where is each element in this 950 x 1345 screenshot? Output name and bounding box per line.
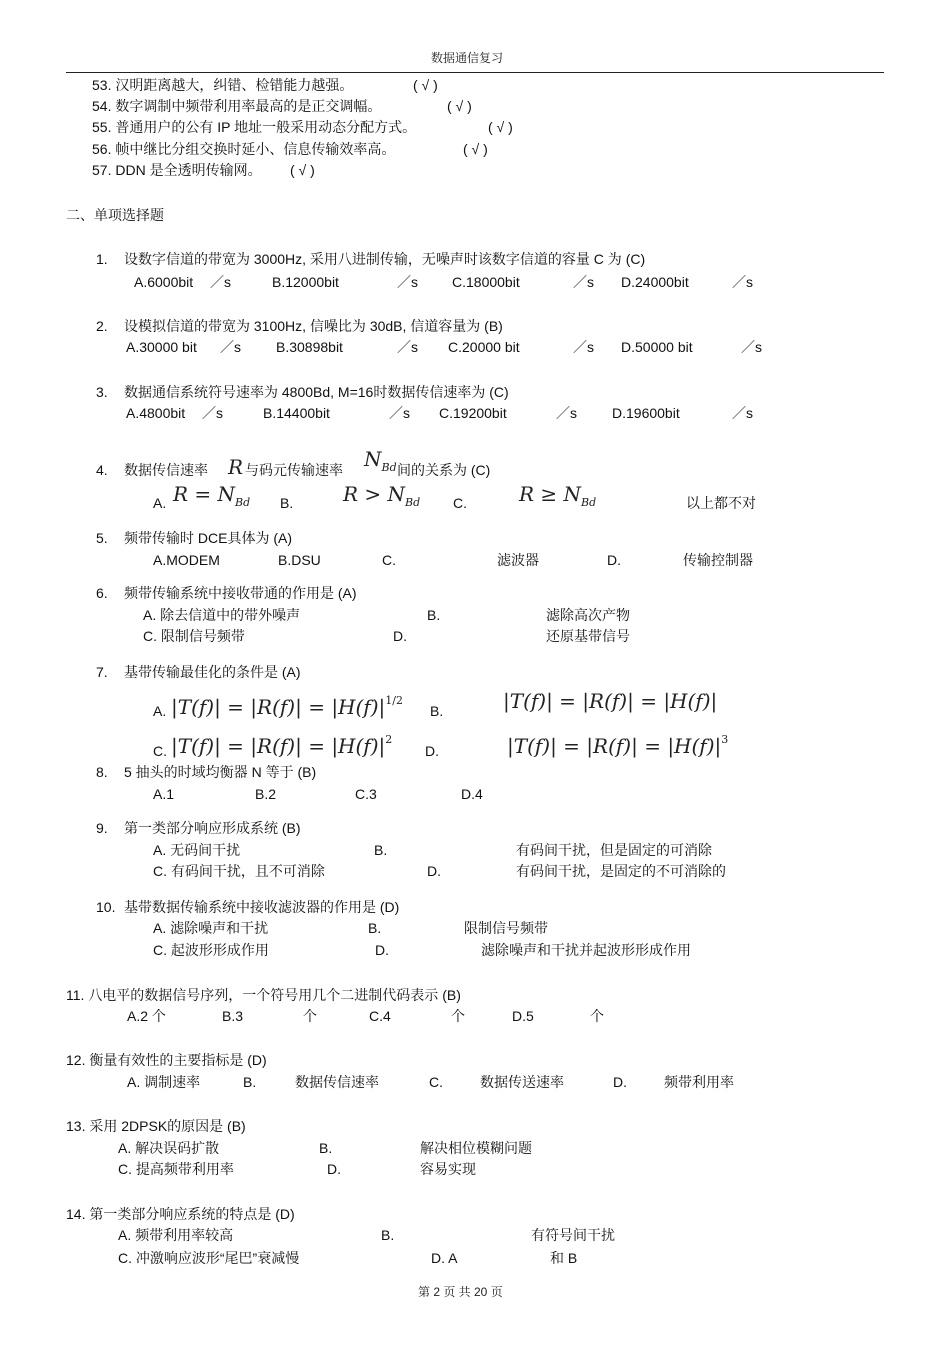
q2-option-d-unit: ／s (741, 339, 762, 355)
q1-stem: 设数字信道的带宽为 3000Hz, 采用八进制传输，无噪声时该数字信道的容量 C 为 (C) (124, 251, 646, 267)
q4-option-a-label: A. (153, 495, 167, 511)
q3-option-b: B.14400bit (263, 405, 330, 421)
q9-option-c: C. 有码间干扰，且不可消除 (153, 863, 325, 879)
q1-option-b: B.12000bit (272, 274, 339, 290)
q14-option-b-label: B. (381, 1227, 395, 1243)
page-header-title: 数据通信复习 (431, 51, 504, 65)
q4-option-c-label: C. (453, 495, 467, 511)
q1-number: 1. (96, 251, 108, 267)
judgment-54: 54. 数字调制中频带利用率最高的是正交调幅。 (92, 98, 382, 114)
q3-number: 3. (96, 384, 108, 400)
q5-option-a: A.MODEM (153, 552, 220, 568)
q7-option-c-formula: $|T(f)| = |R(f)| = |H(f)|^2$ (171, 733, 393, 758)
judgment-57-mark: ( √ ) (290, 162, 315, 178)
q7-option-a-label: A. (153, 703, 167, 719)
section-title: 二、单项选择题 (66, 207, 164, 223)
q9-option-a: A. 无码间干扰 (153, 842, 241, 858)
q7-number: 7. (96, 664, 108, 680)
q7-stem: 基带传输最佳化的条件是 (A) (124, 664, 301, 680)
q8-stem: 5 抽头的时域均衡器 N 等于 (B) (124, 764, 317, 780)
q9-stem: 第一类部分响应形成系统 (B) (124, 820, 301, 836)
q6-option-b-label: B. (427, 607, 441, 623)
page-number-footer: 第 2 页 共 20 页 (418, 1285, 503, 1299)
q1-option-b-unit: ／s (397, 274, 418, 290)
judgment-53-mark: ( √ ) (413, 77, 438, 93)
q4-symbol-r: R (228, 455, 244, 479)
q4-number: 4. (96, 462, 108, 478)
q11-option-c-unit: 个 (451, 1008, 465, 1024)
judgment-55-mark: ( √ ) (488, 119, 513, 135)
q3-option-b-unit: ／s (389, 405, 410, 421)
q11-option-a: A.2 个 (127, 1008, 166, 1024)
q7-option-d-formula: $|T(f)| = |R(f)| = |H(f)|^3$ (507, 733, 729, 758)
q1-option-a: A.6000bit (134, 274, 194, 290)
judgment-54-mark: ( √ ) (447, 98, 472, 114)
q13-option-d: 容易实现 (420, 1161, 476, 1177)
q4-stem-part2: 与码元传输速率 (245, 462, 343, 478)
q9-number: 9. (96, 820, 108, 836)
q10-stem: 基带数据传输系统中接收滤波器的作用是 (D) (124, 899, 400, 915)
q6-option-d: 还原基带信号 (546, 628, 630, 644)
q10-option-c: C. 起波形形成作用 (153, 942, 269, 958)
q2-option-c-unit: ／s (573, 339, 594, 355)
q1-option-c-unit: ／s (573, 274, 594, 290)
q3-stem: 数据通信系统符号速率为 4800Bd, M=16时数据传信速率为 (C) (124, 384, 509, 400)
q8-option-c: C.3 (355, 786, 377, 802)
q14-stem: 14. 第一类部分响应系统的特点是 (D) (66, 1206, 295, 1222)
q2-option-a-unit: ／s (220, 339, 241, 355)
q9-option-d: 有码间干扰，是固定的不可消除的 (516, 863, 726, 879)
q4-stem-part1: 数据传信速率 (124, 462, 208, 478)
q2-option-b-unit: ／s (397, 339, 418, 355)
q3-option-c-unit: ／s (556, 405, 577, 421)
q8-option-d: D.4 (461, 786, 483, 802)
q11-stem: 11. 八电平的数据信号序列，一个符号用几个二进制代码表示 (B) (66, 987, 461, 1003)
q9-option-d-label: D. (427, 863, 441, 879)
q13-option-c: C. 提高频带利用率 (118, 1161, 234, 1177)
q2-option-b: B.30898bit (276, 339, 343, 355)
q3-option-d: D.19600bit (612, 405, 680, 421)
q3-option-d-unit: ／s (732, 405, 753, 421)
q8-option-b: B.2 (255, 786, 277, 802)
q4-option-c-formula: $R \ge N_{Bd}$ (519, 482, 597, 509)
q6-option-b: 滤除高次产物 (546, 607, 630, 623)
q5-option-c-label: C. (382, 552, 396, 568)
q5-option-d-label: D. (607, 552, 621, 568)
q9-option-b: 有码间干扰，但是固定的可消除 (516, 842, 712, 858)
q6-option-c: C. 限制信号频带 (143, 628, 245, 644)
q3-option-a: A.4800bit (126, 405, 186, 421)
q4-option-b-label: B. (280, 495, 294, 511)
q2-option-d: D.50000 bit (621, 339, 693, 355)
q6-stem: 频带传输系统中接收带通的作用是 (A) (124, 585, 357, 601)
q14-option-c: C. 冲激响应波形“尾巴”衰减慢 (118, 1250, 300, 1266)
q11-option-b-unit: 个 (303, 1008, 317, 1024)
q14-option-d: 和 B (550, 1250, 578, 1266)
q10-option-d: 滤除噪声和干扰并起波形形成作用 (481, 942, 691, 958)
q5-option-b: B.DSU (278, 552, 321, 568)
q13-option-b: 解决相位模糊问题 (420, 1140, 532, 1156)
q12-option-b: 数据传信速率 (295, 1074, 379, 1090)
q6-option-d-label: D. (393, 628, 407, 644)
q7-option-c-label: C. (153, 743, 167, 759)
q1-option-c: C.18000bit (452, 274, 520, 290)
q4-stem-part3: 间的关系为 (C) (397, 462, 491, 478)
q4-option-a-formula: $R = N_{Bd}$ (173, 482, 251, 509)
q4-symbol-n: $N_{Bd}$ (364, 447, 397, 474)
q10-option-b: 限制信号频带 (464, 920, 548, 936)
judgment-53: 53. 汉明距离越大，纠错、检错能力越强。 (92, 77, 354, 93)
q1-option-d: D.24000bit (621, 274, 689, 290)
q5-stem: 频带传输时 DCE具体为 (A) (124, 530, 292, 546)
q10-number: 10. (96, 899, 116, 915)
q12-option-a: A. 调制速率 (127, 1074, 201, 1090)
q9-option-b-label: B. (374, 842, 388, 858)
judgment-56-mark: ( √ ) (463, 141, 488, 157)
q11-option-d: D.5 (512, 1008, 534, 1024)
q12-stem: 12. 衡量有效性的主要指标是 (D) (66, 1052, 267, 1068)
q12-option-c: 数据传送速率 (480, 1074, 564, 1090)
q12-option-b-label: B. (243, 1074, 257, 1090)
q6-option-a: A. 除去信道中的带外噪声 (143, 607, 301, 623)
q5-option-d: 传输控制器 (683, 552, 753, 568)
judgment-57: 57. DDN 是全透明传输网。 (92, 162, 262, 178)
q7-option-b-label: B. (430, 703, 444, 719)
q13-option-a: A. 解决误码扩散 (118, 1140, 220, 1156)
q11-option-b: B.3 (222, 1008, 244, 1024)
q3-option-a-unit: ／s (202, 405, 223, 421)
q13-option-d-label: D. (327, 1161, 341, 1177)
q7-option-a-formula: $|T(f)| = |R(f)| = |H(f)|^{1/2}$ (171, 694, 403, 719)
q14-option-d-label: D. A (431, 1250, 458, 1266)
q13-stem: 13. 采用 2DPSK的原因是 (B) (66, 1118, 246, 1134)
q11-option-c: C.4 (369, 1008, 391, 1024)
q14-option-a: A. 频带利用率较高 (118, 1227, 234, 1243)
q10-option-a: A. 滤除噪声和干扰 (153, 920, 269, 936)
q14-option-b: 有符号间干扰 (531, 1227, 615, 1243)
q13-option-b-label: B. (319, 1140, 333, 1156)
q1-option-a-unit: ／s (210, 274, 231, 290)
q7-option-d-label: D. (425, 743, 439, 759)
q5-option-c: 滤波器 (497, 552, 539, 568)
judgment-55: 55. 普通用户的公有 IP 地址一般采用动态分配方式。 (92, 119, 417, 135)
judgment-56: 56. 帧中继比分组交换时延小、信息传输效率高。 (92, 141, 396, 157)
header-divider (66, 72, 884, 73)
q1-option-d-unit: ／s (732, 274, 753, 290)
q4-option-d: 以上都不对 (686, 495, 756, 511)
q5-number: 5. (96, 530, 108, 546)
q12-option-d-label: D. (613, 1074, 627, 1090)
q3-option-c: C.19200bit (439, 405, 507, 421)
q2-option-a: A.30000 bit (126, 339, 197, 355)
q2-stem: 设模拟信道的带宽为 3100Hz, 信噪比为 30dB, 信道容量为 (B) (124, 318, 503, 334)
q10-option-d-label: D. (375, 942, 389, 958)
q12-option-c-label: C. (429, 1074, 443, 1090)
q6-number: 6. (96, 585, 108, 601)
q7-option-b-formula: |T(f)| = |R(f)| = |H(f)| (503, 689, 718, 713)
q2-number: 2. (96, 318, 108, 334)
q8-number: 8. (96, 764, 108, 780)
q10-option-b-label: B. (368, 920, 382, 936)
q8-option-a: A.1 (153, 786, 175, 802)
q4-option-b-formula: $R > N_{Bd}$ (343, 482, 421, 509)
q12-option-d: 频带利用率 (664, 1074, 734, 1090)
q11-option-d-unit: 个 (590, 1008, 604, 1024)
q2-option-c: C.20000 bit (448, 339, 520, 355)
